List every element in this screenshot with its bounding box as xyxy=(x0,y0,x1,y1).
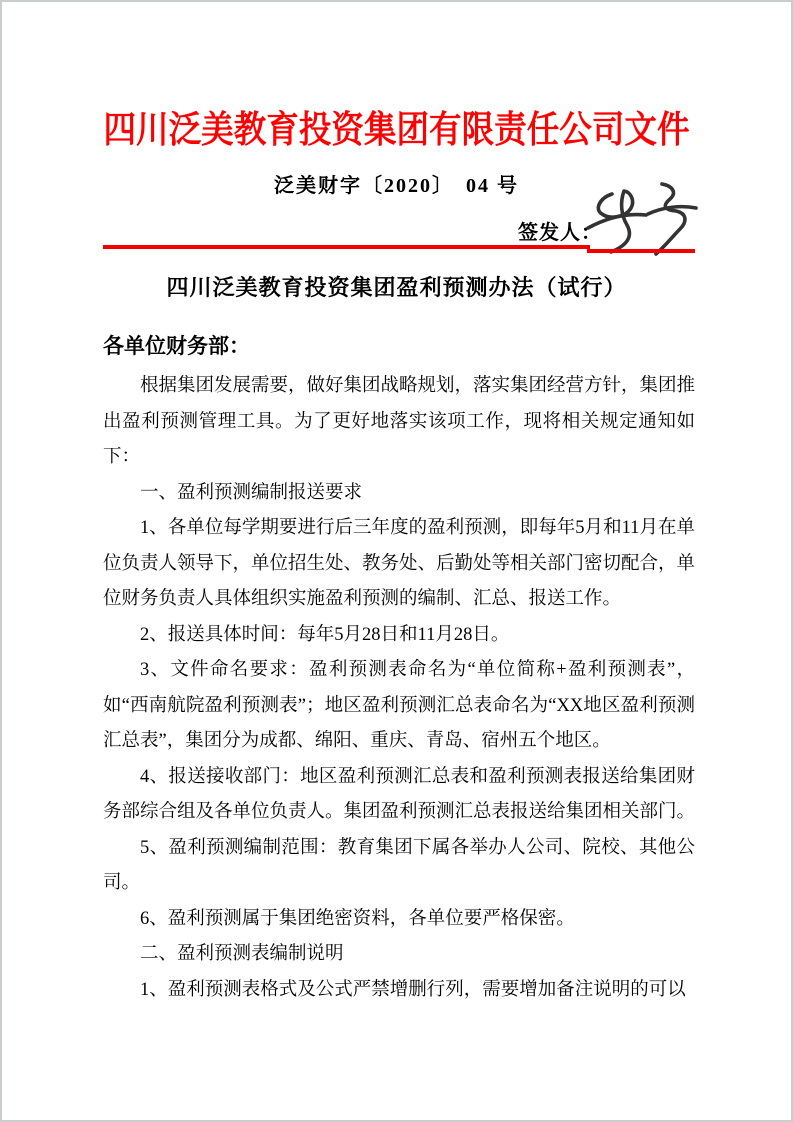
body-paragraph: 二、盈利预测表编制说明 xyxy=(140,944,344,964)
body-paragraphs xyxy=(103,369,695,1008)
body-paragraph: 根据集团发展需要，做好集团战略规划，落实集团经营方针，集团推出盈利预测管理工具。为了更好地落实该项工作，现将相关规定通知如下： xyxy=(103,376,696,467)
body-paragraph: 3、文件命名要求：盈利预测表命名为“单位简称+盈利预测表”，如“西南航院盈利预测表”；地区盈利预测汇总表命名为“XX地区盈利预测汇总表”，集团分为成都、绵阳、重庆、青岛、宿州五个地区。 xyxy=(103,660,695,751)
document-body xyxy=(103,331,695,1008)
document-title: 四川泛美教育投资集团盈利预测办法（试行） xyxy=(166,275,627,300)
red-divider-right xyxy=(587,249,695,253)
salutation: 各单位财务部： xyxy=(103,334,250,358)
letterhead-title: 四川泛美教育投资集团有限责任公司文件 xyxy=(103,110,690,151)
signer-label: 签发人： xyxy=(518,222,602,244)
body-paragraph: 2、报送具体时间：每年5月28日和11月28日。 xyxy=(140,624,510,645)
document-number: 泛美财字〔2020〕 04 号 xyxy=(274,175,519,197)
body-paragraph: 6、盈利预测属于集团绝密资料，各单位要严格保密。 xyxy=(140,908,575,929)
body-paragraph: 一、盈利预测编制报送要求 xyxy=(140,482,363,503)
signature-image xyxy=(582,172,702,256)
red-divider-left xyxy=(103,245,590,249)
body-paragraph: 1、盈利预测表格式及公式严禁增删行列，需要增加备注说明的可以 xyxy=(140,979,686,1000)
body-paragraph: 1、各单位每学期要进行后三年度的盈利预测，即每年5月和11月在单位负责人领导下，单位招生处、教务处、后勤处等相关部门密切配合，单位财务负责人具体组织实施盈利预测的编制、汇总、报送工作。 xyxy=(103,518,696,609)
body-paragraph: 5、盈利预测编制范围：教育集团下属各举办人公司、院校、其他公司。 xyxy=(103,837,695,893)
body-paragraph: 4、报送接收部门：地区盈利预测汇总表和盈利预测表报送给集团财务部综合组及各单位负责人。集团盈利预测汇总表报送给集团相关部门。 xyxy=(103,766,696,822)
